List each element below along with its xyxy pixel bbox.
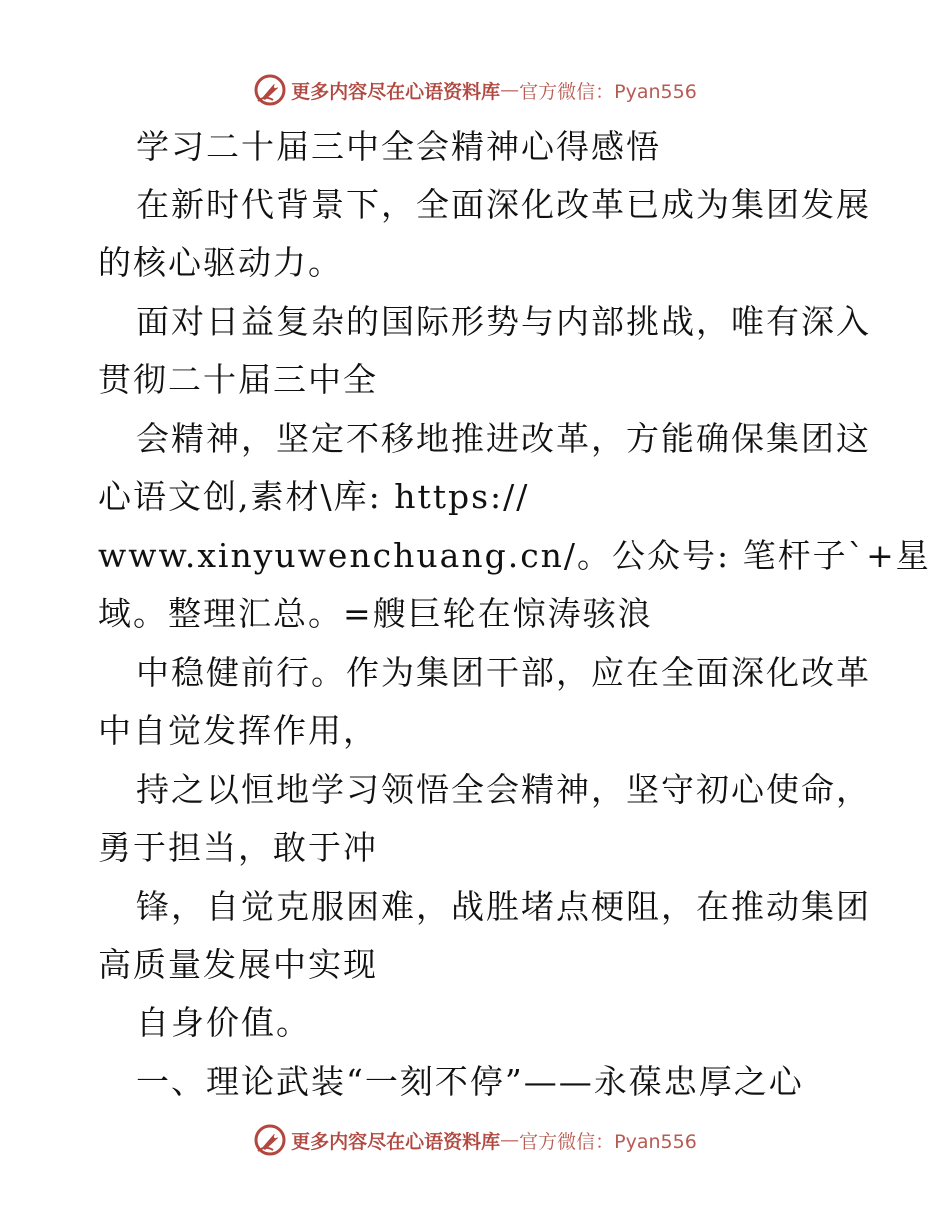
pen-nib-logo-icon — [253, 1123, 287, 1157]
paragraph-line: 中自觉发挥作用， — [98, 711, 378, 750]
banner-main-text: 更多内容尽在心语资料库 — [291, 80, 501, 103]
paragraph-line: 贯彻二十届三中全 — [98, 360, 378, 399]
banner-sub-text: 官方微信：Pyan556 — [519, 80, 697, 103]
paragraph-line: 持之以恒地学习领悟全会精神，坚守初心使命， — [136, 770, 871, 809]
paragraph-line: 域。整理汇总。=艘巨轮在惊涛骇浪 — [98, 594, 653, 633]
document-title: 学习二十届三中全会精神心得感悟 — [136, 127, 661, 166]
paragraph-line: 在新时代背景下，全面深化改革已成为集团发展 — [136, 185, 871, 224]
paragraph-line: www.xinyuwenchuang.cn/。公众号: 笔杆子`+星 — [98, 536, 931, 575]
paragraph-line: 会精神，坚定不移地推进改革，方能确保集团这 — [136, 419, 871, 458]
banner-separator: — — [500, 1129, 520, 1151]
paragraph-line: 面对日益复杂的国际形势与内部挑战，唯有深入 — [136, 302, 871, 341]
paragraph-line: 心语文创,素材\库: https:// — [98, 477, 530, 516]
paragraph-line: 锋，自觉克服困难，战胜堵点梗阻，在推动集团 — [136, 887, 871, 926]
paragraph-line: 勇于担当，敢于冲 — [98, 828, 378, 867]
section-heading: 一、理论武装“一刻不停”——永葆忠厚之心 — [136, 1062, 804, 1101]
paragraph-line: 自身价值。 — [136, 1003, 311, 1042]
paragraph-line: 的核心驱动力。 — [98, 243, 343, 282]
footer-watermark-banner — [0, 1120, 950, 1160]
paragraph-line: 中稳健前行。作为集团干部，应在全面深化改革 — [136, 653, 871, 692]
pen-nib-logo-icon — [253, 73, 287, 107]
banner-sub-text: 官方微信：Pyan556 — [519, 1130, 697, 1153]
header-watermark-banner — [0, 70, 950, 110]
paragraph-line: 高质量发展中实现 — [98, 945, 378, 984]
banner-main-text: 更多内容尽在心语资料库 — [291, 1130, 501, 1153]
banner-separator: — — [500, 79, 520, 101]
